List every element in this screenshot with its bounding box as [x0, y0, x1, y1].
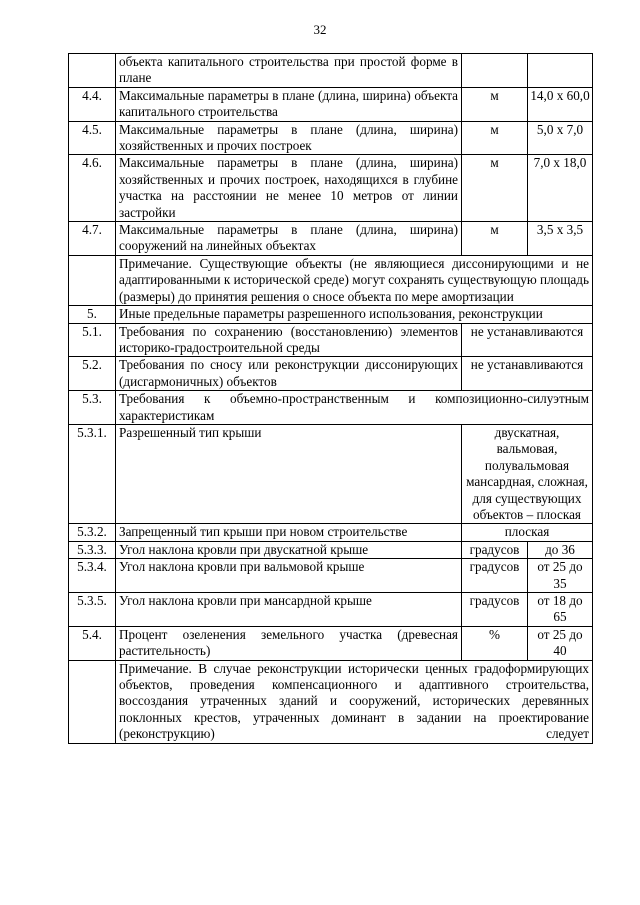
- value-cell: двускатная, вальмовая, полувальмовая мансардная, сложная, для существующих объектов – плоская: [462, 424, 593, 523]
- row-number: 4.7.: [69, 222, 116, 256]
- parameter-name: объекта капитального строительства при простой форме в плане: [116, 54, 462, 88]
- row-number: 5.3.4.: [69, 559, 116, 593]
- row-number: [69, 660, 116, 743]
- table-row: [69, 87, 593, 121]
- table-row: [69, 357, 593, 391]
- parameter-name: Максимальные параметры в плане (длина, ширина) объекта капитального строительства: [116, 87, 462, 121]
- note-row: [69, 660, 593, 743]
- table-row: [69, 626, 593, 660]
- value-cell: 3,5 х 3,5: [528, 222, 593, 256]
- section-title: Иные предельные параметры разрешенного использования, реконструкции: [116, 306, 593, 323]
- table-row: [69, 222, 593, 256]
- parameter-name: Максимальные параметры в плане (длина, ширина) хозяйственных и прочих построек, находящихся в глубине участка на расстоянии не менее 10 метров от линии застройки: [116, 155, 462, 222]
- row-number: 4.6.: [69, 155, 116, 222]
- value-cell: от 25 до 40: [528, 626, 593, 660]
- table-row: [69, 424, 593, 523]
- table-row: [69, 155, 593, 222]
- parameter-name: Требования по сносу или реконструкции диссонирующих (дисгармоничных) объектов: [116, 357, 462, 391]
- unit-cell: м: [462, 222, 528, 256]
- page-number: 32: [313, 22, 327, 37]
- value-cell: плоская: [462, 524, 593, 541]
- unit-cell: градусов: [462, 541, 528, 558]
- value-cell: 5,0 х 7,0: [528, 121, 593, 155]
- table-row: [69, 524, 593, 541]
- section-row: [69, 306, 593, 323]
- row-number: 5.3.3.: [69, 541, 116, 558]
- value-cell: от 18 до 65: [528, 593, 593, 627]
- row-number: 5.4.: [69, 626, 116, 660]
- row-number: 5.3.: [69, 391, 116, 425]
- regulations-table-body: [69, 54, 593, 744]
- note-text: Примечание. В случае реконструкции исторически ценных градоформирующих объектов, проведения компенсационного и адаптивного строительства, воссоздания утраченных зданий и сооружений, исторических деревянных поклонных крестов, утраченных доминант в задании на проектирование (реконструкцию) следует: [116, 660, 593, 743]
- table-row: [69, 593, 593, 627]
- value-cell: от 25 до 35: [528, 559, 593, 593]
- parameter-name: Угол наклона кровли при мансардной крыше: [116, 593, 462, 627]
- parameter-name: Максимальные параметры в плане (длина, ширина) сооружений на линейных объектах: [116, 222, 462, 256]
- parameter-name: Максимальные параметры в плане (длина, ширина) хозяйственных и прочих построек: [116, 121, 462, 155]
- value-cell: [528, 54, 593, 88]
- parameter-name: Угол наклона кровли при вальмовой крыше: [116, 559, 462, 593]
- value-cell: до 36: [528, 541, 593, 558]
- row-number: 5.: [69, 306, 116, 323]
- regulations-table: [68, 53, 593, 744]
- parameter-name: Разрешенный тип крыши: [116, 424, 462, 523]
- row-number: [69, 54, 116, 88]
- value-cell: не устанавливаются: [462, 323, 593, 357]
- unit-cell: [462, 54, 528, 88]
- row-number: [69, 255, 116, 305]
- unit-cell: м: [462, 87, 528, 121]
- unit-cell: градусов: [462, 593, 528, 627]
- parameter-name: Угол наклона кровли при двускатной крыше: [116, 541, 462, 558]
- unit-cell: м: [462, 155, 528, 222]
- row-number: 5.3.2.: [69, 524, 116, 541]
- parameter-name: Процент озеленения земельного участка (древесная растительность): [116, 626, 462, 660]
- table-row: [69, 559, 593, 593]
- table-row: [69, 323, 593, 357]
- row-number: 5.3.5.: [69, 593, 116, 627]
- note-row: [69, 255, 593, 305]
- value-cell: 7,0 х 18,0: [528, 155, 593, 222]
- row-number: 4.5.: [69, 121, 116, 155]
- parameter-name: Запрещенный тип крыши при новом строительстве: [116, 524, 462, 541]
- row-number: 4.4.: [69, 87, 116, 121]
- section-row: [69, 391, 593, 425]
- parameter-name: Требования по сохранению (восстановлению) элементов историко-градостроительной среды: [116, 323, 462, 357]
- section-title: Требования к объемно-пространственным и композиционно-силуэтным характеристикам: [116, 391, 593, 425]
- value-cell: 14,0 х 60,0: [528, 87, 593, 121]
- unit-cell: %: [462, 626, 528, 660]
- row-number: 5.3.1.: [69, 424, 116, 523]
- row-number: 5.2.: [69, 357, 116, 391]
- value-cell: не устанавливаются: [462, 357, 593, 391]
- unit-cell: градусов: [462, 559, 528, 593]
- unit-cell: м: [462, 121, 528, 155]
- note-text: Примечание. Существующие объекты (не являющиеся диссонирующими и не адаптированными к исторической среде) могут сохранять существующую площадь (размеры) до принятия решения о сносе объекта по мере амортизации: [116, 255, 593, 305]
- table-row: [69, 121, 593, 155]
- table-row: [69, 541, 593, 558]
- row-number: 5.1.: [69, 323, 116, 357]
- table-row: [69, 54, 593, 88]
